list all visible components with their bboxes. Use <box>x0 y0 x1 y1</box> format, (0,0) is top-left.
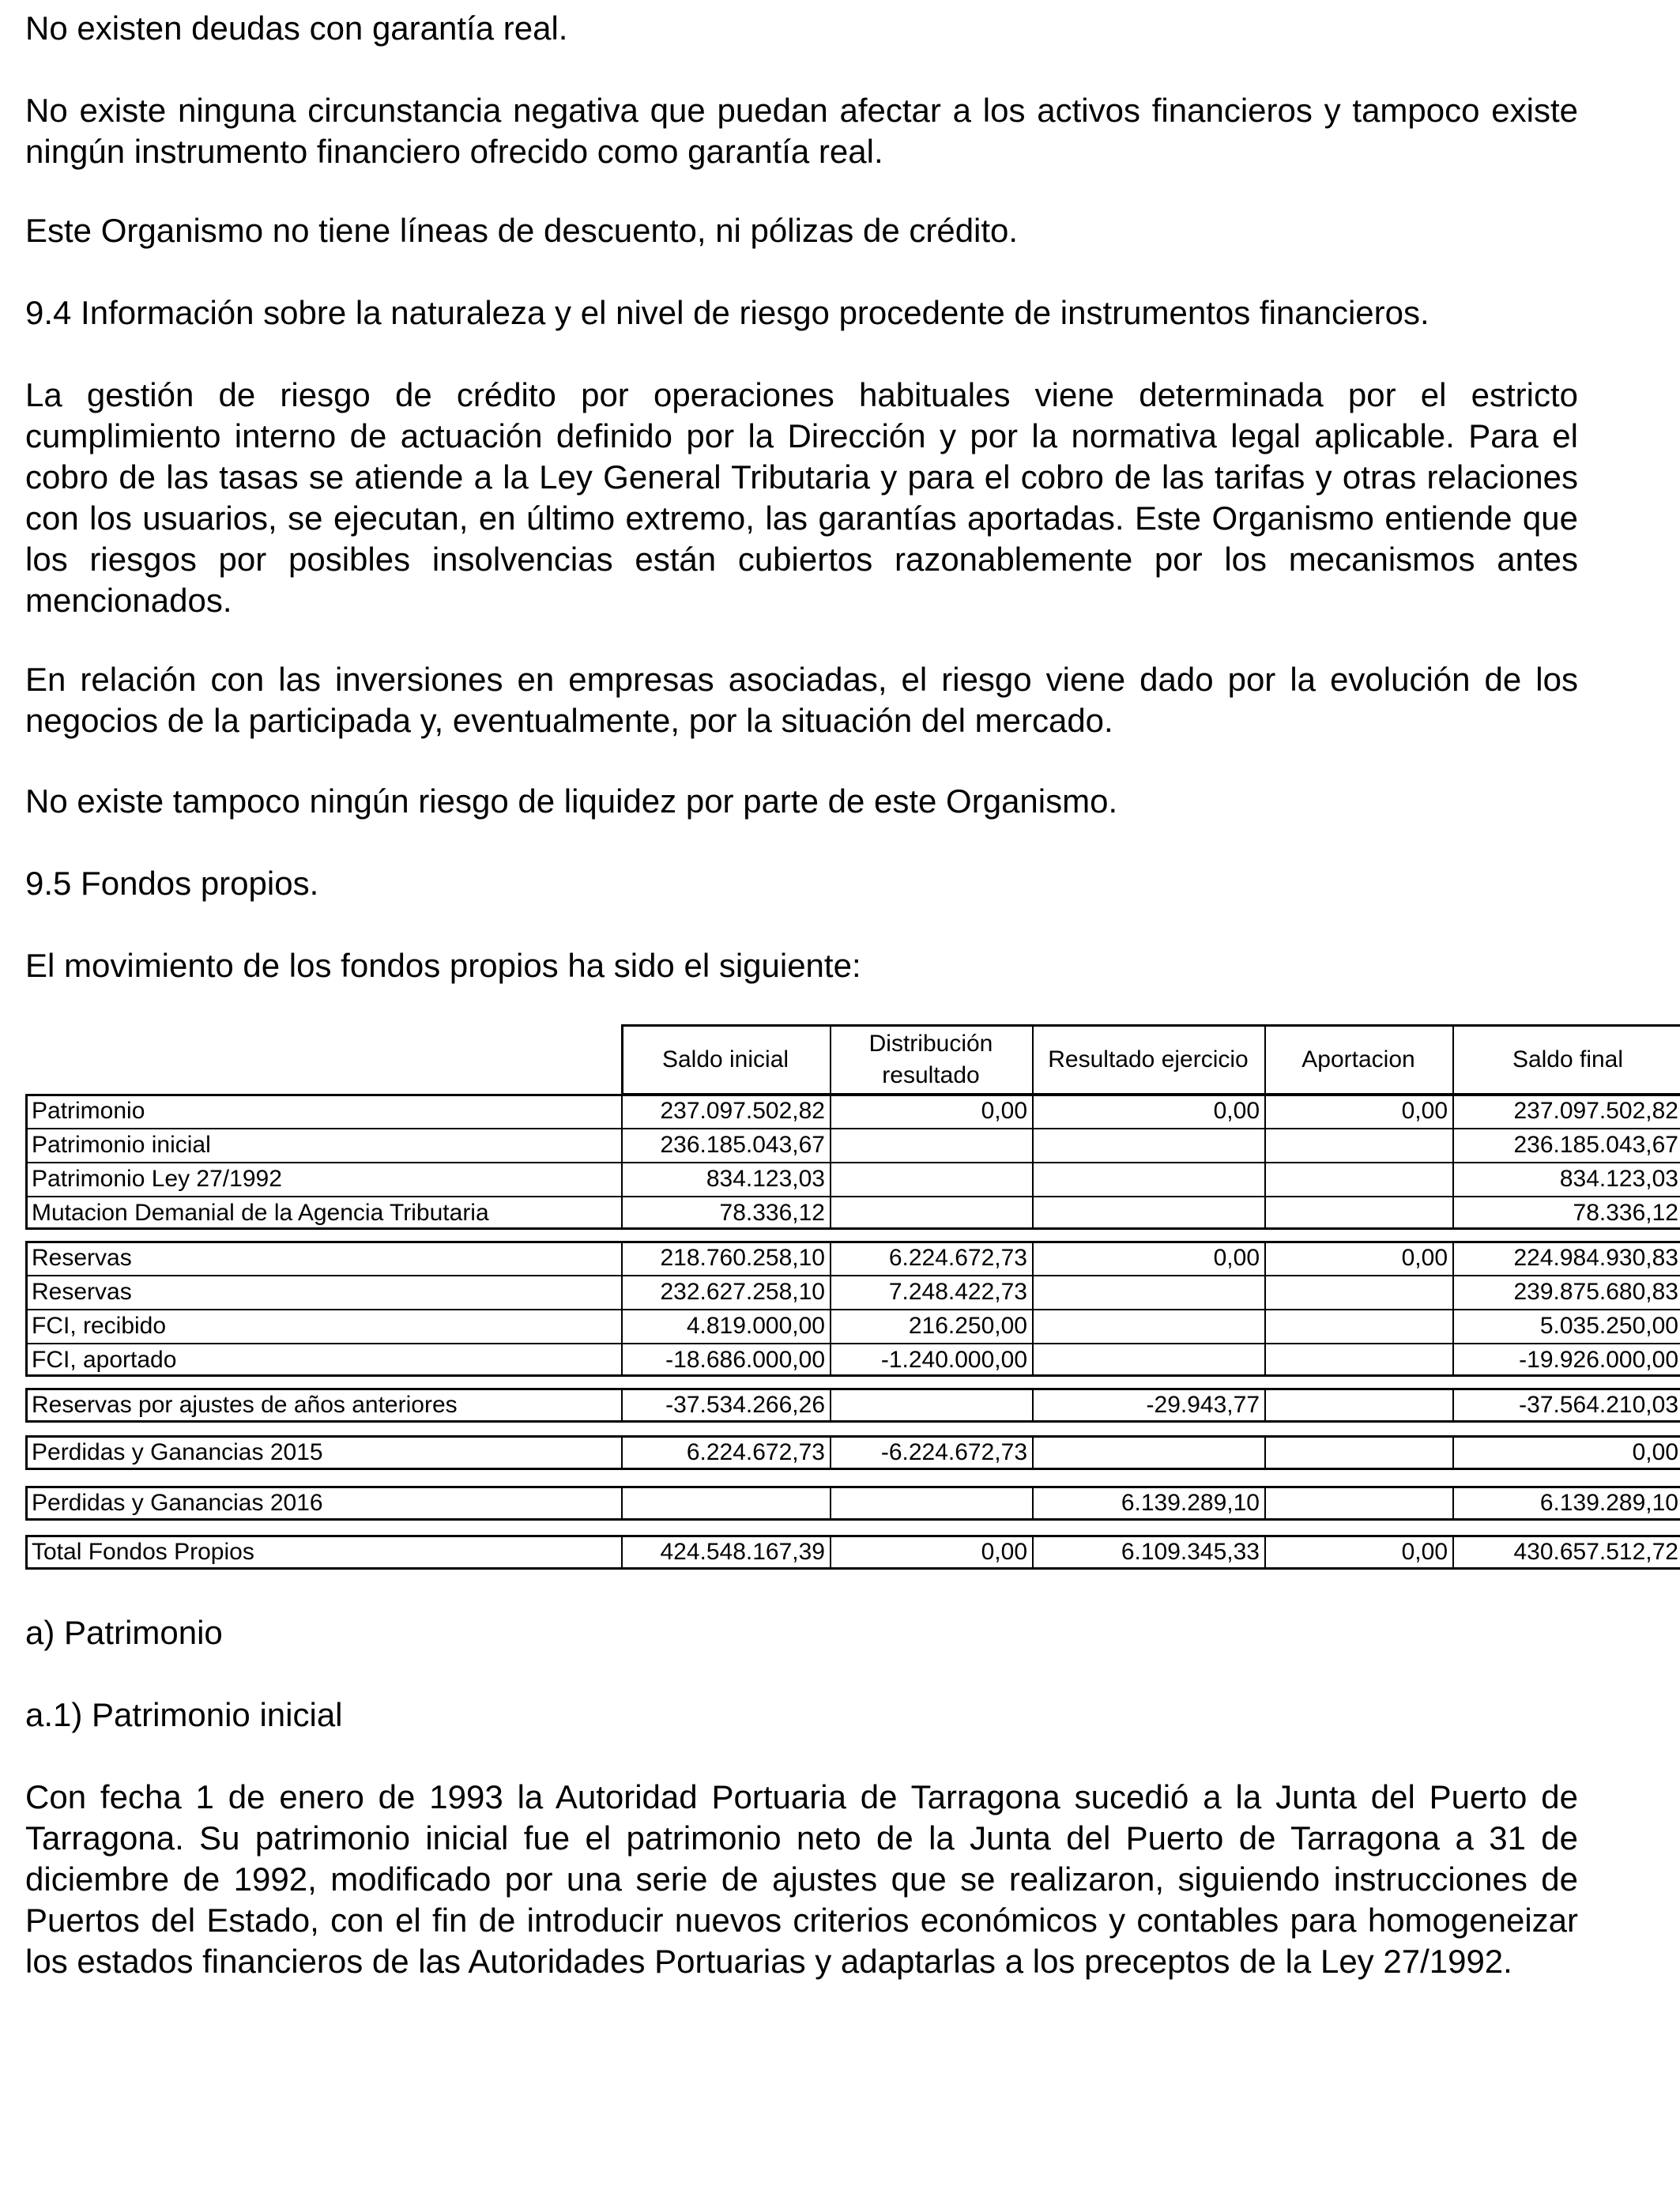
heading-9-5: 9.5 Fondos propios. <box>25 865 319 902</box>
cell-resultado-ejercicio <box>1032 1163 1264 1196</box>
cell-saldo-final: 237.097.502,82 <box>1513 1098 1678 1124</box>
cell-row-label: Patrimonio inicial <box>32 1132 211 1158</box>
table-row <box>25 1276 1680 1309</box>
cell-resultado-ejercicio: 0,00 <box>1213 1098 1260 1124</box>
cell-saldo-final: 78.336,12 <box>1573 1200 1678 1226</box>
cell-distribucion-resultado: 6.224.672,73 <box>888 1245 1027 1271</box>
cell-resultado-ejercicio <box>1032 1310 1264 1343</box>
cell-saldo-final: -19.926.000,00 <box>1519 1347 1678 1373</box>
heading-a1-patrimonio-inicial: a.1) Patrimonio inicial <box>25 1696 343 1733</box>
cell-aportacion <box>1264 1129 1452 1162</box>
paragraph-liquidez: No existe tampoco ningún riesgo de liquidez por parte de este Organismo. <box>25 782 1118 820</box>
table-row <box>25 1487 1680 1520</box>
cell-aportacion <box>1264 1197 1452 1230</box>
paragraph-inversiones: En relación con las inversiones en empresas asociadas, el riesgo viene dado por la evolución de los negocios de la participada y, eventualmente, por la situación del mercado. <box>25 661 1578 739</box>
cell-distribucion-resultado: 7.248.422,73 <box>888 1279 1027 1305</box>
table-row <box>25 1129 1680 1162</box>
cell-distribucion-resultado: 216.250,00 <box>908 1313 1027 1339</box>
table-row <box>25 1536 1680 1569</box>
table-row <box>25 1436 1680 1469</box>
cell-aportacion <box>1264 1344 1452 1377</box>
paragraph-no-deudas: No existen deudas con garantía real. <box>25 9 568 47</box>
cell-saldo-inicial: -37.534.266,26 <box>665 1392 825 1418</box>
header-resultado-ejercicio: Resultado ejercicio <box>1048 1046 1249 1072</box>
cell-resultado-ejercicio <box>1032 1436 1264 1469</box>
cell-resultado-ejercicio: 6.139.289,10 <box>1121 1490 1260 1516</box>
cell-resultado-ejercicio <box>1032 1197 1264 1230</box>
header-aportacion: Aportacion <box>1301 1046 1415 1072</box>
cell-distribucion-resultado: -1.240.000,00 <box>880 1347 1027 1373</box>
paragraph-lineas-descuento: Este Organismo no tiene líneas de descuento, ni pólizas de crédito. <box>25 212 1019 249</box>
cell-aportacion <box>1264 1163 1452 1196</box>
cell-aportacion <box>1264 1310 1452 1343</box>
cell-row-label: FCI, recibido <box>32 1313 167 1339</box>
cell-row-label: Perdidas y Ganancias 2015 <box>32 1439 323 1465</box>
table-row <box>25 1389 1680 1422</box>
paragraph-riesgo-credito: La gestión de riesgo de crédito por operaciones habituales viene determinada por el estricto cumplimiento interno de actuación definido por la Dirección y por la normativa legal aplicable. Para el cobro de las tasas se atiende a la Ley General Tributaria y para el cobro de las tarifas y otras relaciones con los usuarios, se ejecutan, en último extremo, las garantías aportadas. Este Organismo entiende que los riesgos por posibles insolvencias están cubiertos razonablemente por los mecanismos antes mencionados. <box>25 376 1578 619</box>
cell-saldo-final: 834.123,03 <box>1559 1166 1678 1192</box>
header-saldo-inicial: Saldo inicial <box>661 1046 789 1072</box>
table-row <box>25 1344 1680 1377</box>
cell-row-label: FCI, aportado <box>32 1347 177 1373</box>
cell-distribucion-resultado <box>830 1129 1032 1162</box>
cell-saldo-final: 236.185.043,67 <box>1513 1132 1678 1158</box>
cell-saldo-final: 430.657.512,72 <box>1513 1539 1678 1565</box>
cell-distribucion-resultado: -6.224.672,73 <box>880 1439 1027 1465</box>
cell-saldo-inicial: 424.548.167,39 <box>660 1539 825 1565</box>
table-row <box>25 1197 1680 1230</box>
cell-saldo-inicial: 4.819.000,00 <box>686 1313 825 1339</box>
cell-saldo-final: -37.564.210,03 <box>1519 1392 1678 1418</box>
cell-saldo-inicial: 6.224.672,73 <box>686 1439 825 1465</box>
cell-resultado-ejercicio: -29.943,77 <box>1146 1392 1260 1418</box>
cell-aportacion <box>1264 1276 1452 1309</box>
cell-saldo-inicial: 232.627.258,10 <box>660 1279 825 1305</box>
cell-row-label: Reservas <box>32 1245 132 1271</box>
heading-a-patrimonio: a) Patrimonio <box>25 1614 223 1651</box>
cell-saldo-final: 6.139.289,10 <box>1539 1490 1678 1516</box>
cell-row-label: Mutacion Demanial de la Agencia Tributaria <box>32 1200 489 1226</box>
paragraph-patrimonio-inicial: Con fecha 1 de enero de 1993 la Autoridad Portuaria de Tarragona sucedió a la Junta del Puerto de Tarragona. Su patrimonio inicial fue el patrimonio neto de la Junta del Puerto de Tarragona a 31 de diciembre de 1992, modificado por una serie de ajustes que se realizaron, siguiendo instrucciones de Puertos del Estado, con el fin de introducir nuevos criterios económicos y contables para homogeneizar los estados financieros de las Autoridades Portuarias y adaptarlas a los preceptos de la Ley 27/1992. <box>25 1778 1578 1980</box>
cell-resultado-ejercicio <box>1032 1276 1264 1309</box>
cell-resultado-ejercicio: 0,00 <box>1213 1245 1260 1271</box>
cell-distribucion-resultado: 0,00 <box>981 1098 1027 1124</box>
cell-aportacion <box>1264 1436 1452 1469</box>
table-row <box>25 1242 1680 1275</box>
cell-saldo-inicial: 237.097.502,82 <box>660 1098 825 1124</box>
cell-saldo-final: 5.035.250,00 <box>1539 1313 1678 1339</box>
cell-resultado-ejercicio <box>1032 1344 1264 1377</box>
cell-row-label: Reservas por ajustes de años anteriores <box>32 1392 458 1418</box>
cell-row-label: Perdidas y Ganancias 2016 <box>32 1490 323 1516</box>
cell-distribucion-resultado: 0,00 <box>981 1539 1027 1565</box>
cell-distribucion-resultado <box>830 1163 1032 1196</box>
cell-saldo-final: 239.875.680,83 <box>1513 1279 1678 1305</box>
cell-resultado-ejercicio: 6.109.345,33 <box>1121 1539 1260 1565</box>
cell-row-label: Patrimonio <box>32 1098 145 1124</box>
cell-saldo-inicial: 834.123,03 <box>706 1166 825 1192</box>
header-saldo-final: Saldo final <box>1512 1046 1624 1072</box>
paragraph-movimiento: El movimiento de los fondos propios ha sido el siguiente: <box>25 947 861 984</box>
cell-aportacion: 0,00 <box>1401 1245 1448 1271</box>
heading-9-4: 9.4 Información sobre la naturaleza y el nivel de riesgo procedente de instrumentos financieros. <box>25 294 1430 331</box>
cell-row-label: Patrimonio Ley 27/1992 <box>32 1166 282 1192</box>
cell-saldo-inicial: -18.686.000,00 <box>665 1347 825 1373</box>
cell-saldo-inicial: 218.760.258,10 <box>660 1245 825 1271</box>
cell-distribucion-resultado <box>830 1197 1032 1230</box>
cell-aportacion <box>1264 1487 1452 1520</box>
cell-saldo-inicial: 236.185.043,67 <box>660 1132 825 1158</box>
cell-row-label: Total Fondos Propios <box>32 1539 254 1565</box>
paragraph-circunstancia: No existe ninguna circunstancia negativa que puedan afectar a los activos financieros y tampoco existe ningún instrumento financiero ofrecido como garantía real. <box>25 92 1578 170</box>
cell-aportacion: 0,00 <box>1401 1539 1448 1565</box>
cell-aportacion <box>1264 1389 1452 1422</box>
header-distribucion-resultado: Distribución resultado <box>868 1031 993 1088</box>
cell-row-label: Reservas <box>32 1279 132 1305</box>
table-row <box>25 1163 1680 1196</box>
cell-saldo-inicial <box>621 1487 830 1520</box>
table-row <box>25 1310 1680 1343</box>
cell-distribucion-resultado <box>830 1389 1032 1422</box>
cell-saldo-inicial: 78.336,12 <box>719 1200 825 1226</box>
cell-aportacion: 0,00 <box>1401 1098 1448 1124</box>
table-row <box>25 1095 1680 1128</box>
cell-saldo-final: 0,00 <box>1632 1439 1678 1465</box>
cell-saldo-final: 224.984.930,83 <box>1513 1245 1678 1271</box>
cell-distribucion-resultado <box>830 1487 1032 1520</box>
cell-resultado-ejercicio <box>1032 1129 1264 1162</box>
